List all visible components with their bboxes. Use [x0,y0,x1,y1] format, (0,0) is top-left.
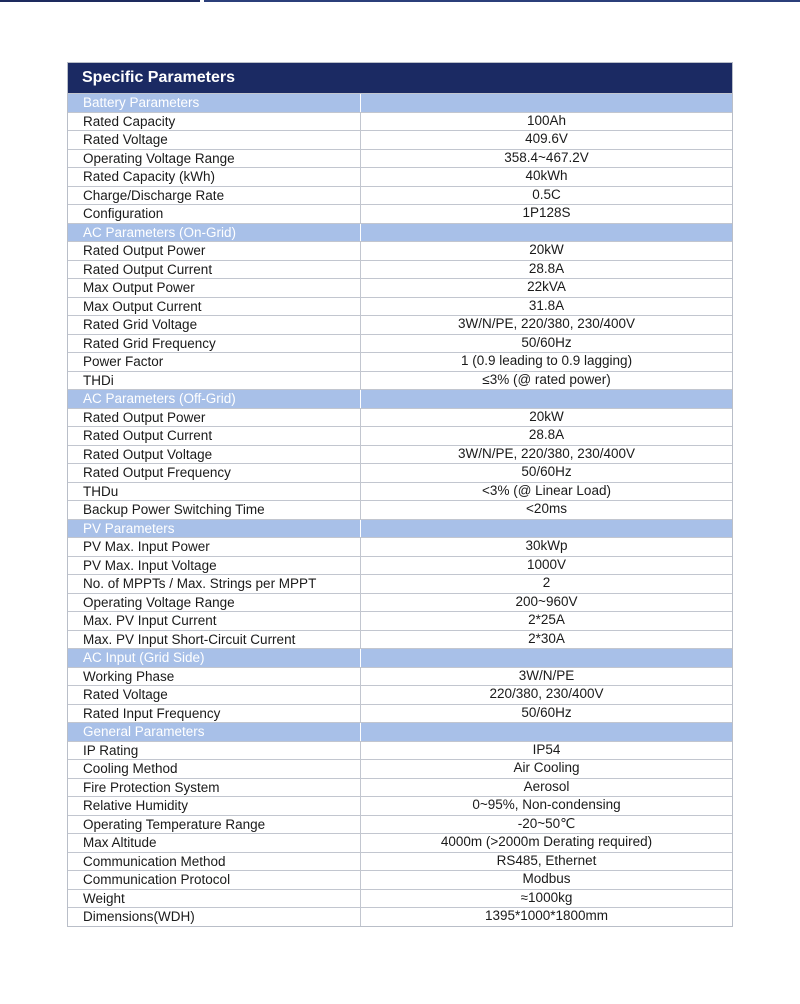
parameter-value: 50/60Hz [521,464,572,479]
parameter-label: Operating Voltage Range [68,594,361,612]
parameter-value: 3W/N/PE [518,667,575,683]
section-value-empty [361,723,732,741]
parameter-label: Configuration [68,205,361,223]
parameter-value: 0~95%, Non-condensing [472,797,621,812]
parameter-value: 22kVA [527,279,566,294]
section-title: General Parameters [68,723,361,741]
table-body [68,93,732,926]
parameter-value: <20ms [526,501,567,516]
table-row [68,796,732,815]
parameter-value: ≤3% (@ rated power) [482,371,611,387]
parameter-label: Weight [68,890,361,908]
table-row [68,408,732,427]
top-rule-right [204,0,800,2]
table-row [68,426,732,445]
parameter-value: 1000V [526,556,567,572]
table-row [68,556,732,575]
parameter-value: 409.6V [525,131,568,146]
parameter-label: Dimensions(WDH) [68,908,361,926]
section-value-empty [361,649,732,667]
table-row [68,241,732,260]
parameter-label: Rated Voltage [68,131,361,149]
parameter-value: 1P128S [522,205,571,220]
table-row [68,759,732,778]
table-row [68,445,732,464]
table-row [68,815,732,834]
parameter-label: Cooling Method [68,760,361,778]
table-row [68,278,732,297]
table-title: Specific Parameters [68,63,732,93]
parameter-value: 40kWh [525,168,568,183]
parameter-label: Charge/Discharge Rate [68,187,361,205]
parameter-value: 0.5C [532,186,561,202]
section-header-general-parameters [68,722,732,741]
parameter-value: 220/380, 230/400V [489,686,604,701]
table-row [68,611,732,630]
parameter-label: Communication Method [68,853,361,871]
section-header-ac-input-grid-side [68,648,732,667]
parameter-value: ≈1000kg [520,889,573,905]
parameter-label: THDu [68,483,361,501]
parameter-label: Rated Grid Frequency [68,335,361,353]
parameter-value: 30kWp [525,538,568,553]
table-row [68,315,732,334]
parameter-value: Air Cooling [513,760,580,775]
section-title: AC Input (Grid Side) [68,649,361,667]
parameter-value: 2*25A [528,612,565,627]
parameter-value: 4000m (>2000m Derating required) [440,834,653,849]
parameter-value: 28.8A [528,260,565,276]
section-title: Battery Parameters [68,94,361,112]
parameter-value: 20kW [529,242,564,257]
parameter-value: 20kW [529,408,564,424]
parameter-label: Max Output Current [68,298,361,316]
table-row [68,112,732,131]
parameter-label: Max Output Power [68,279,361,297]
section-header-battery-parameters [68,93,732,112]
section-value-empty [361,224,732,242]
parameter-label: PV Max. Input Power [68,538,361,556]
table-row [68,907,732,926]
parameter-label: Max. PV Input Current [68,612,361,630]
parameter-value: 2*30A [528,630,565,646]
parameter-label: Fire Protection System [68,779,361,797]
parameter-label: Rated Capacity (kWh) [68,168,361,186]
parameter-label: Communication Protocol [68,871,361,889]
table-row [68,371,732,390]
parameter-value: 100Ah [526,112,567,128]
table-row [68,482,732,501]
table-row [68,870,732,889]
parameter-label: Rated Capacity [68,113,361,131]
section-header-ac-parameters-off-grid [68,389,732,408]
parameter-label: Rated Output Current [68,427,361,445]
table-row [68,130,732,149]
parameter-value: 50/60Hz [521,704,572,720]
parameter-label: Rated Input Frequency [68,705,361,723]
top-rule-left [0,0,200,2]
section-header-ac-parameters-on-grid [68,223,732,242]
parameter-label: Rated Output Frequency [68,464,361,482]
table-row [68,593,732,612]
parameter-value: 3W/N/PE, 220/380, 230/400V [457,316,636,331]
table-row [68,297,732,316]
parameter-value: Modbus [522,871,571,886]
parameter-label: Relative Humidity [68,797,361,815]
parameter-value: 200~960V [515,593,578,609]
parameter-label: Power Factor [68,353,361,371]
table-row [68,500,732,519]
parameter-value: 50/60Hz [521,334,572,350]
table-row [68,260,732,279]
parameter-value: 3W/N/PE, 220/380, 230/400V [457,445,636,461]
parameter-label: PV Max. Input Voltage [68,557,361,575]
parameter-label: Rated Output Voltage [68,446,361,464]
table-row [68,186,732,205]
table-row [68,889,732,908]
section-title: PV Parameters [68,520,361,538]
section-header-pv-parameters [68,519,732,538]
parameter-label: Working Phase [68,668,361,686]
parameter-label: Rated Output Power [68,409,361,427]
parameter-label: No. of MPPTs / Max. Strings per MPPT [68,575,361,593]
section-title: AC Parameters (Off-Grid) [68,390,361,408]
section-value-empty [361,390,732,408]
parameter-label: Max Altitude [68,834,361,852]
table-row [68,334,732,353]
table-row [68,852,732,871]
table-row [68,149,732,168]
parameter-value: 1395*1000*1800mm [484,908,609,923]
table-row [68,704,732,723]
specifications-table [67,62,733,927]
parameter-value: Aerosol [523,778,570,794]
parameter-value: 358.4~467.2V [504,149,589,165]
parameter-label: Operating Temperature Range [68,816,361,834]
parameter-value: <3% (@ Linear Load) [482,482,611,498]
parameter-label: Operating Voltage Range [68,150,361,168]
parameter-value: 31.8A [528,297,565,313]
section-title: AC Parameters (On-Grid) [68,224,361,242]
table-row [68,204,732,223]
table-row [68,667,732,686]
parameter-value: 28.8A [528,427,565,442]
parameter-value: 1 (0.9 leading to 0.9 lagging) [460,353,633,368]
table-row [68,574,732,593]
parameter-label: Rated Output Power [68,242,361,260]
parameter-label: Rated Voltage [68,686,361,704]
section-value-empty [361,94,732,112]
table-row [68,537,732,556]
table-row [68,630,732,649]
parameter-value: 2 [542,575,551,590]
table-row [68,352,732,371]
parameter-label: Rated Grid Voltage [68,316,361,334]
table-row [68,778,732,797]
table-row [68,463,732,482]
table-row [68,167,732,186]
parameter-value: RS485, Ethernet [496,852,597,868]
table-row [68,741,732,760]
section-value-empty [361,520,732,538]
parameter-label: Backup Power Switching Time [68,501,361,519]
table-row [68,685,732,704]
parameter-value: IP54 [532,741,561,757]
parameter-label: Max. PV Input Short-Circuit Current [68,631,361,649]
parameter-label: IP Rating [68,742,361,760]
parameter-value: -20~50℃ [517,815,576,831]
parameter-label: Rated Output Current [68,261,361,279]
table-row [68,833,732,852]
parameter-label: THDi [68,372,361,390]
